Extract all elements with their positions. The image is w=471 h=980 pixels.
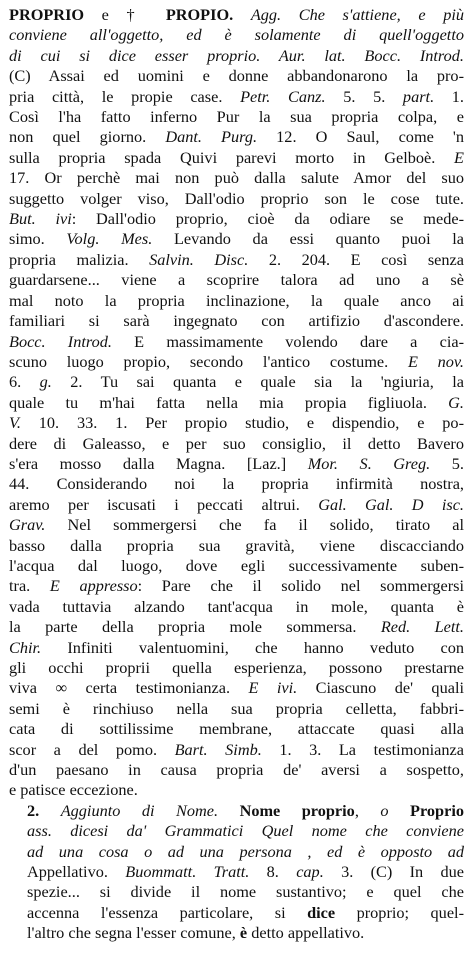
entry-text-line: Grav. Nel sommergersi che fa il solido, tirato al bbox=[9, 515, 464, 535]
entry-text-line: semi è rinchiuso nella sua propria celletta, fabbri- bbox=[9, 698, 464, 718]
entry-text-line: e patisce eccezione. bbox=[9, 780, 138, 800]
entry-text-line: Bocc. Introd. E massimamente volendo dare a cia- bbox=[9, 331, 464, 351]
entry-proprio bbox=[9, 5, 464, 801]
entry-text-line: familiari si sarà ingegnato con artifizio d'ascondere. bbox=[9, 311, 464, 331]
sense-2-text-line: Appellativo. Buommatt. Tratt. 8. cap. 3. (C) In due bbox=[27, 862, 464, 882]
entry-text-line: l'acqua dal luogo, dove egli successivamente suben- bbox=[9, 555, 464, 575]
entry-text-line: guardarsene... viene a scoprire talora ad uno a sè bbox=[9, 270, 464, 290]
entry-text-line: V. 10. 33. 1. Per propio studio, e dispendio, e po- bbox=[9, 413, 464, 433]
sense-2-text-line: accenna l'essenza particolare, si dice proprio; quel- bbox=[27, 902, 464, 922]
sense-2-text-line: spezie... si divide il nome sustantivo; e quel che bbox=[27, 882, 464, 902]
sense-2-text-line: ass. dicesi da' Grammatici Quel nome che conviene bbox=[27, 821, 464, 841]
entry-text-line: s'era mosso dalla Magna. [Laz.] Mor. S. Greg. 5. bbox=[9, 453, 464, 473]
entry-text-line: viva ∞ certa testimonianza. E ivi. Ciascuno de' quali bbox=[9, 678, 464, 698]
entry-text-line: suggetto volger viso, Dall'odio proprio son le cose tute. bbox=[9, 188, 464, 208]
entry-text-line: Così l'ha fatto inferno Pur la sua propria colpa, e bbox=[9, 107, 464, 127]
entry-text-line: conviene all'oggetto, ed è solamente di quell'oggetto bbox=[9, 25, 464, 45]
entry-text-line: di cui si dice esser proprio. Aur. lat. Bocc. Introd. bbox=[9, 45, 464, 65]
entry-text-line: tra. E appresso: Pare che il solido nel sommergersi bbox=[9, 576, 464, 596]
entry-text-line: non quel giorno. Dant. Purg. 12. O Saul, come 'n bbox=[9, 127, 464, 147]
entry-proprio-sense-2 bbox=[9, 801, 464, 944]
entry-text-line: quale tu m'hai fatta nella mia propia figliuola. G. bbox=[9, 392, 464, 412]
entry-text-line: propria malizia. Salvin. Disc. 2. 204. E così senza bbox=[9, 249, 464, 269]
entry-text-line: aremo per iscusati i peccati altrui. Gal. Gal. D isc. bbox=[9, 494, 464, 514]
entry-text-line: cata di sottilissime membrane, attaccate quasi alla bbox=[9, 719, 464, 739]
entry-text-line: mal noto la propria inclinazione, la quale anco ai bbox=[9, 290, 464, 310]
sense-2-text-line: l'altro che segna l'esser comune, è detto appellativo. bbox=[27, 923, 365, 943]
entry-text-line: la parte della propria mole sommersa. Red. Lett. bbox=[9, 617, 464, 637]
entry-text-line: basso dalla propria sua gravità, viene discacciando bbox=[9, 535, 464, 555]
entry-text-line: 6. g. 2. Tu sai quanta e quale sia la 'ngiuria, la bbox=[9, 372, 464, 392]
entry-text-line: gli occhi proprii quella esperienza, possono prestarne bbox=[9, 658, 464, 677]
entry-text-line: Chir. Infiniti valentuomini, che hanno veduto con bbox=[9, 637, 464, 657]
entry-text-line: pria città, le propie case. Petr. Canz. 5. 5. part. 1. bbox=[9, 86, 464, 106]
entry-text-line: PROPRIO e † PROPIO. Agg. Che s'attiene, e più bbox=[9, 5, 464, 24]
entry-text-line: simo. Volg. Mes. Levando da essi quanto puoi la bbox=[9, 229, 464, 249]
entry-text-line: d'un paesano in causa propria de' aversi a sospetto, bbox=[9, 760, 464, 780]
entry-text-line: scor a del pomo. Bart. Simb. 1. 3. La testimonianza bbox=[9, 739, 464, 759]
entry-text-line: dere di Galeasso, e per suo consiglio, il detto Bavero bbox=[9, 433, 464, 453]
entry-text-line: sulla propria spada Quivi parevi morto in Gelboè. E bbox=[9, 147, 464, 167]
entry-text-line: (C) Assai ed uomini e donne abbandonarono la pro- bbox=[9, 66, 464, 86]
entry-text-line: 17. Or perchè mai non può dalla salute Amor del suo bbox=[9, 168, 464, 188]
sense-2-text-line: 2. Aggiunto di Nome. Nome proprio, o Proprio bbox=[27, 800, 464, 820]
entry-text-line: But. ivi: Dall'odio proprio, cioè da odiare se mede- bbox=[9, 209, 464, 229]
sense-2-text-line: ad una cosa o ad una persona , ed è opposto ad bbox=[27, 841, 464, 861]
entry-text-line: vada tuttavia alzando tant'acqua in mole, quanta è bbox=[9, 596, 464, 616]
entry-text-line: 44. Considerando noi la propria infirmità nostra, bbox=[9, 474, 464, 494]
entry-text-line: scuno luogo propio, secondo l'antico costume. E nov. bbox=[9, 351, 464, 371]
